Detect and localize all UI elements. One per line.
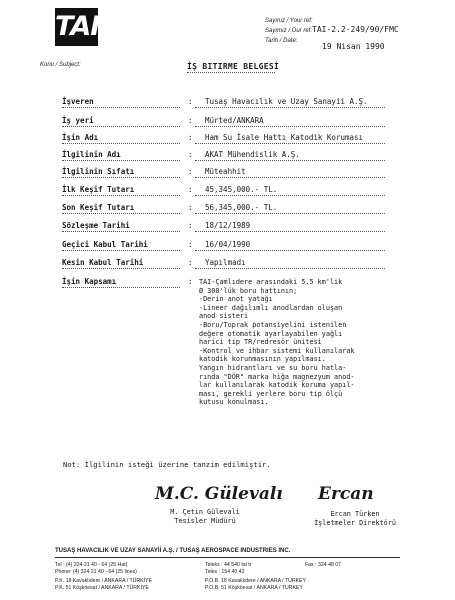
- subject-label: Konu / Subject:: [40, 62, 81, 68]
- field-label-underline: [62, 250, 180, 251]
- footer-line: P.O.B. 51 Köşköesat / ANKARA / TURKEY: [205, 585, 303, 591]
- scope-line: kutusu konulması.: [199, 398, 269, 407]
- field-colon: :: [188, 97, 193, 106]
- field-label: Sözleşme Tarihi: [62, 221, 130, 230]
- field-colon: :: [188, 277, 193, 286]
- field-label-underline: [62, 268, 180, 269]
- footer-line: P.K. 18 Kavaklıdere / ANKARA / TÜRKİYE: [55, 578, 152, 584]
- field-label-underline: [62, 231, 180, 232]
- signer-right-title: İşletmeler Direktörü: [314, 519, 396, 527]
- field-label: Son Keşif Tutarı: [62, 203, 135, 212]
- field-colon: :: [188, 240, 193, 249]
- field-value: 16/04/1990: [205, 240, 251, 249]
- field-value-underline: [195, 107, 385, 108]
- scope-line: -Derin anot yatağı: [199, 295, 273, 304]
- field-label-underline: [62, 177, 180, 178]
- signature-right: Ercan: [318, 484, 374, 504]
- signer-left-title: Tesisler Müdürü: [174, 517, 236, 525]
- field-value-underline: [195, 231, 385, 232]
- scope-line: -Boru/Toprak potansiyelini istenilen: [199, 321, 347, 329]
- footer-rule: [55, 557, 400, 558]
- tai-logo: TAI: [55, 8, 98, 46]
- our-ref-value: TAI-2.2-249/90/FMC: [312, 25, 399, 34]
- field-value-underline: [195, 143, 385, 144]
- field-value: 45,345,000.- TL.: [205, 185, 278, 194]
- scope-line: değere otomatik ayarlayabilen yağlı: [199, 329, 343, 338]
- field-label-underline: [62, 213, 180, 214]
- field-label-underline: [62, 160, 180, 161]
- scope-line: lar kullanılarak katodik koruma yapıl-: [199, 381, 355, 390]
- field-colon: :: [188, 221, 193, 230]
- field-value-underline: [195, 213, 385, 214]
- field-value-underline: [195, 126, 385, 127]
- field-value: 56,345,000.- TL.: [205, 203, 278, 212]
- field-label: Geçici Kabul Tarihi: [62, 240, 148, 249]
- field-value: Mürted/ANKARA: [205, 116, 264, 125]
- field-label: İlk Keşif Tutarı: [62, 185, 135, 194]
- our-ref-label: Sayımız / Our ref:: [265, 28, 313, 34]
- field-label: İlgilinin Adı: [62, 150, 121, 159]
- scope-line: Yangın hidrantları ve su boru hatla-: [199, 364, 347, 372]
- field-colon: :: [188, 203, 193, 212]
- field-label: İş yeri: [62, 116, 94, 125]
- document-title: İŞ BITIRME BELGESİ: [187, 62, 280, 71]
- footer-fax: Fax : 324 48 07: [305, 562, 342, 568]
- field-colon: :: [188, 258, 193, 267]
- scope-line: -Lineer dağılımlı anodlardan oluşan: [199, 303, 343, 312]
- scope-line: harici tip TR/redresör ünitesi: [199, 338, 322, 347]
- field-label-underline: [62, 126, 180, 127]
- field-label: İşveren: [62, 97, 94, 106]
- field-colon: :: [188, 185, 193, 194]
- your-ref-label: Sayınız / Your ref:: [265, 18, 313, 24]
- field-value-underline: [195, 195, 385, 196]
- field-colon: :: [188, 116, 193, 125]
- field-value: AKAT Mühendislik A.Ş.: [205, 150, 300, 159]
- field-colon: :: [188, 150, 193, 159]
- footer-line: P.O.B. 18 Kavaklıdere / ANKARA / TURKEY: [205, 578, 307, 584]
- field-label-underline: [62, 107, 180, 108]
- title-underline: [187, 72, 275, 73]
- field-label-underline: [62, 287, 180, 288]
- signature-left: M.C. Gülevalı: [155, 484, 283, 504]
- field-label: İşin Adı: [62, 133, 99, 142]
- field-colon: :: [188, 167, 193, 176]
- field-value: 18/12/1989: [205, 221, 251, 230]
- scope-line: katodik korunmasının yapılması.: [199, 355, 326, 364]
- scope-line: -Kontrol ve ihbar sistemi kullanılarak: [199, 346, 355, 355]
- field-value-underline: [195, 250, 385, 251]
- footer-line: Telex : 154 40 42: [205, 569, 245, 575]
- field-value-underline: [195, 160, 385, 161]
- scope-line: ması, gerekli yerlere boru tip ölçü: [199, 389, 343, 398]
- field-label: İşin Kapsamı: [62, 277, 117, 286]
- scope-line: Ø 300'lük boru hattının;: [199, 286, 298, 295]
- field-label-underline: [62, 195, 180, 196]
- signer-left-name: M. Çetin Gülevali: [170, 508, 240, 516]
- field-value: Yapılmadı: [205, 258, 246, 267]
- field-label-underline: [62, 143, 180, 144]
- scope-line: rında "DÖR" marka hiğa magnezyum anod-: [199, 372, 355, 381]
- field-label: İlgilinin Sıfatı: [62, 167, 135, 176]
- footer-line: Tel : (4) 324 21 40 - 64 (25 Hat): [55, 562, 128, 568]
- footer-line: Phone: (4) 324 21 40 - 64 (25 lines): [55, 569, 137, 575]
- field-value: Müteahhit: [205, 167, 246, 176]
- field-value: Tusaş Havacılık ve Uzay Sanayii A.Ş.: [205, 97, 368, 106]
- note-text: Not: İlgilinin isteği üzerine tanzim edilmiştir.: [63, 460, 271, 469]
- footer-line: Teleks : 44 540 tai tr: [205, 562, 252, 568]
- field-value-underline: [195, 268, 385, 269]
- footer-line: P.K. 51 Köşköesat / ANKARA / TÜRKİYE: [55, 585, 149, 591]
- date-value: 19 Nisan 1990: [322, 42, 385, 51]
- field-colon: :: [188, 133, 193, 142]
- signer-right-name: Ercan Türken: [330, 510, 380, 518]
- footer-company: TUSAŞ HAVACILIK VE UZAY SANAYİİ A.Ş. / TUSAŞ AEROSPACE INDUSTRIES INC.: [55, 548, 291, 554]
- field-label: Kesin Kabul Tarihi: [62, 258, 144, 267]
- scope-line: TAI-Çamlıdere arasındaki 5.5 km'lik: [199, 278, 343, 286]
- field-value: Ham Su İsale Hattı Katodik Koruması: [205, 133, 364, 142]
- scope-line: anod sisteri: [199, 312, 249, 321]
- field-value-underline: [195, 177, 385, 178]
- date-label: Tarih / Date:: [265, 38, 298, 44]
